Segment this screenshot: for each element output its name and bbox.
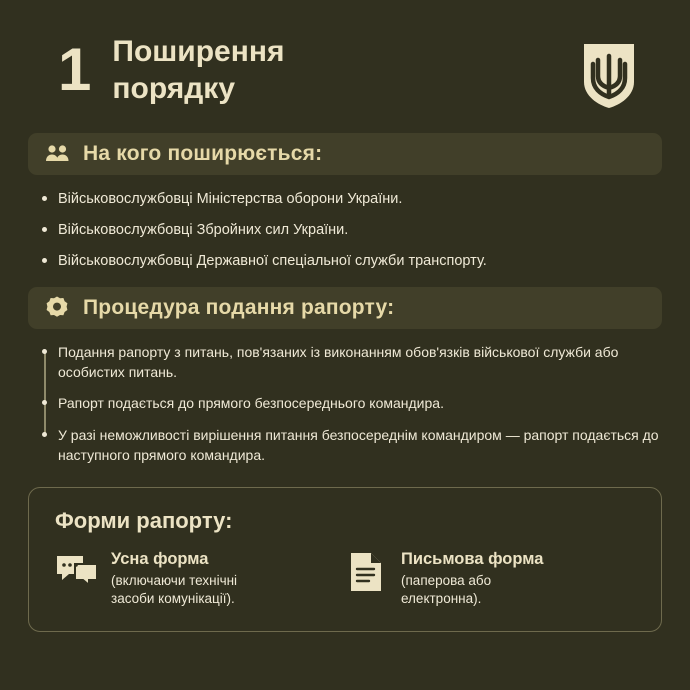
people-group-icon (44, 141, 70, 167)
list-item: Рапорт подається до прямого безпосереднього командира. (42, 394, 662, 414)
procedure-list (28, 343, 662, 465)
page-title-line1: Поширення (112, 35, 285, 68)
chat-bubble-icon (55, 550, 99, 594)
form-heading: Усна форма (111, 550, 209, 569)
section-title-procedure: Процедура подання рапорту: (83, 296, 395, 320)
page-title-line2: порядку (112, 71, 235, 105)
form-subtext-line1: (паперова або (401, 573, 492, 589)
header (28, 0, 662, 117)
page-title (112, 34, 284, 107)
form-subtext-line1: (включаючи технічні (111, 573, 238, 589)
scope-list (28, 189, 662, 271)
list-item: Військовослужбовці Міністерства оборони України. (42, 189, 662, 209)
section-bar-scope (28, 133, 662, 175)
form-item-written-text (401, 550, 543, 607)
section-title-scope: На кого поширюється: (83, 142, 323, 166)
trident-shield-icon (580, 42, 638, 110)
forms-title: Форми рапорту: (55, 508, 233, 534)
section-bar-procedure (28, 287, 662, 329)
list-item: Подання рапорту з питань, пов'язаних із виконанням обов'язків військової служби або особистих питань. (42, 343, 662, 382)
list-item: Військовослужбовці Державної спеціальної служби транспорту. (42, 251, 662, 271)
gear-shield-icon (44, 295, 70, 321)
step-number: 1 (58, 36, 91, 103)
form-item-oral-text (111, 550, 237, 607)
list-item: У разі неможливості вирішення питання безпосереднім командиром — рапорт подається до наступного прямого командира. (42, 426, 662, 465)
form-subtext-line2: електронна). (401, 590, 482, 606)
form-item-oral (55, 550, 345, 607)
form-item-written (345, 550, 635, 607)
forms-row (55, 550, 635, 607)
form-heading: Письмова форма (401, 550, 544, 569)
forms-card (28, 487, 662, 632)
list-item: Військовослужбовці Збройних сил України. (42, 220, 662, 240)
form-subtext-line2: засоби комунікації). (111, 590, 235, 606)
document-icon (345, 550, 389, 594)
